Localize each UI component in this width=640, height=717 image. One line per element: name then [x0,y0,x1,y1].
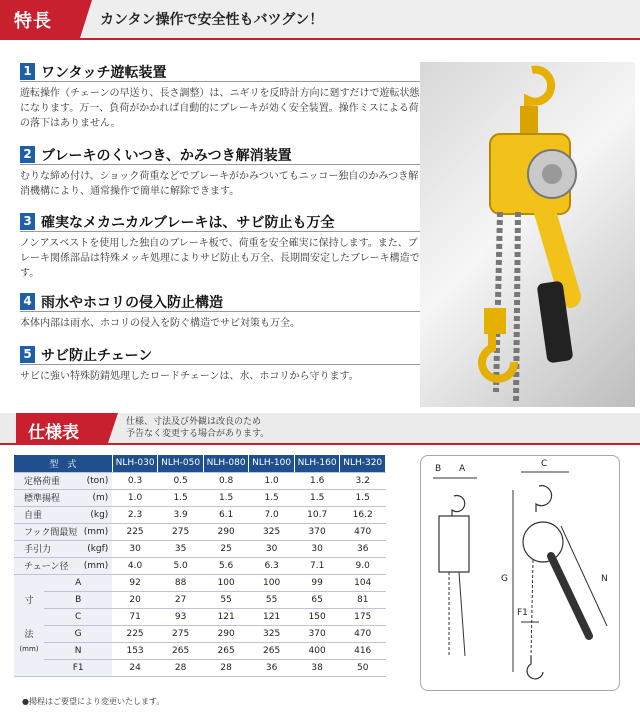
feature-3-description: ノンアスベストを使用した独自のブレーキ板で、荷重を安全確実に保持します。また、ブレーキ関係部品は特殊メッキ処理によりサビ防止も万全、長期間安定したブレーキ構造です。 [20,238,420,279]
table-cell: 36 [340,540,386,557]
table-cell: 88 [158,574,204,591]
table-row [14,540,386,557]
front-view-bottom-hook-icon [527,656,543,679]
model-header: 型 式 [14,455,112,472]
feature-header-tagline: カンタン操作で安全性もバツグン！ [100,12,324,28]
feature-1-title: ワンタッチ遊転装置 [41,64,167,81]
table-cell: 400 [294,642,340,659]
feature-4-title-row [20,292,420,312]
table-cell: 16.2 [340,506,386,523]
table-cell: 290 [203,523,249,540]
dimension-drawing-svg [421,456,621,692]
table-cell: 93 [158,608,204,625]
table-cell: 470 [340,625,386,642]
dim-group-char1: 寸 [24,596,34,606]
table-cell: 121 [249,608,295,625]
table-cell: 1.5 [203,489,249,506]
feature-1-number: 1 [20,63,35,80]
side-view-body [439,516,469,572]
front-view-top-hook-icon [536,486,552,512]
row-label: 標準揚程 [14,489,81,506]
table-cell: 50 [340,659,386,676]
bottom-hook-block [484,308,506,334]
feature-1-description: 遊転操作（チェーンの早送り、長さ調整）は、ニギリを反時計方向に廻すだけで遊転状態になります。万一、負荷がかかれば自動的にブレーキが効く安全装置。操作ミスによる荷の落下はありません。 [20,88,420,129]
table-cell: 1.5 [249,489,295,506]
dim-key: G [44,625,112,642]
feature-header-wedge [80,0,92,38]
feature-2-title: ブレーキのくいつき、かみつき解消装置 [41,147,292,164]
table-cell: 121 [203,608,249,625]
table-cell: 55 [249,591,295,608]
table-cell: 5.6 [203,557,249,574]
table-cell: 7.0 [249,506,295,523]
table-cell: 1.5 [158,489,204,506]
table-cell: 38 [294,659,340,676]
model-col: NLH-100 [249,455,295,472]
feature-5 [20,345,420,384]
row-label: 定格荷重 [14,472,81,489]
spec-header-label: 仕様表 [16,413,108,443]
feature-5-title: サビ防止チェーン [41,347,153,364]
feature-2-number: 2 [20,146,35,163]
load-chain-right [516,212,518,402]
dim-label-c: C [541,459,548,469]
table-cell: 175 [340,608,386,625]
row-label: フック間最短 [14,523,81,540]
table-cell: 265 [203,642,249,659]
feature-3-number: 3 [20,213,35,230]
table-cell: 325 [249,523,295,540]
table-cell: 225 [112,625,158,642]
table-cell: 1.0 [249,472,295,489]
spec-note-line1: 仕様、寸法及び外観は改良のため [126,417,262,427]
feature-1 [20,62,420,131]
table-cell: 25 [203,540,249,557]
table-cell: 153 [112,642,158,659]
row-unit: (m) [81,489,113,506]
feature-5-title-row [20,345,420,365]
spec-footnote: ●揚程はご要望により変更いたします。 [22,697,165,706]
table-cell: 265 [249,642,295,659]
feature-4-description: 本体内部は雨水、ホコリの侵入を防ぐ構造でサビ対策も万全。 [20,318,300,329]
dim-label-b: B [435,464,442,474]
table-cell: 150 [294,608,340,625]
row-unit: (mm) [81,557,113,574]
side-view-top-hook-icon [452,496,465,516]
dimension-group-label [14,574,44,676]
product-photo [420,62,635,407]
table-cell: 416 [340,642,386,659]
table-cell: 0.8 [203,472,249,489]
table-cell: 30 [294,540,340,557]
dim-label-a: A [459,464,466,474]
table-cell: 92 [112,574,158,591]
feature-5-description: サビに強い特殊防錆処理したロードチェーンは、水、ホコリから守ります。 [20,371,359,382]
dim-key: B [44,591,112,608]
dim-group-unit: (mm) [19,645,39,653]
table-row [14,472,386,489]
model-col: NLH-080 [203,455,249,472]
spec-table-header-row [14,455,386,472]
top-hook-icon [528,70,551,110]
side-view-lever [459,572,465,656]
table-cell: 6.3 [249,557,295,574]
model-col: NLH-030 [112,455,158,472]
table-cell: 100 [249,574,295,591]
table-row [14,659,386,676]
feature-2 [20,145,420,199]
table-cell: 275 [158,625,204,642]
dim-key: F1 [44,659,112,676]
table-cell: 28 [158,659,204,676]
feature-4-title: 雨水やホコリの侵入防止構造 [41,294,223,311]
front-view-chain [531,560,533,656]
dim-label-n: N [601,574,608,584]
table-cell: 104 [340,574,386,591]
table-cell: 0.3 [112,472,158,489]
table-cell: 99 [294,574,340,591]
table-cell: 275 [158,523,204,540]
table-cell: 4.0 [112,557,158,574]
table-row [14,506,386,523]
feature-3-title: 確実なメカニカルブレーキは、サビ防止も万全 [41,214,335,231]
table-cell: 81 [340,591,386,608]
dim-label-g: G [501,574,508,584]
feature-4-number: 4 [20,293,35,310]
table-cell: 1.6 [294,472,340,489]
table-row [14,591,386,608]
spec-note-line2: 予告なく変更する場合があります。 [126,429,270,439]
dim-label-f1: F1 [517,608,528,618]
table-cell: 2.3 [112,506,158,523]
dimension-drawing [420,455,620,691]
dim-group-char2: 法 [24,630,34,640]
top-hook-shank [520,106,538,136]
feature-header-label: 特長 [0,0,80,38]
row-unit: (mm) [81,523,113,540]
feature-2-title-row [20,145,420,165]
table-cell: 71 [112,608,158,625]
table-cell: 6.1 [203,506,249,523]
brake-hub [542,164,562,184]
table-cell: 28 [203,659,249,676]
table-cell: 20 [112,591,158,608]
table-cell: 370 [294,523,340,540]
table-cell: 30 [112,540,158,557]
front-view-lever [551,556,589,636]
dim-key: N [44,642,112,659]
table-cell: 325 [249,625,295,642]
load-chain-left [496,212,500,392]
table-cell: 55 [203,591,249,608]
table-cell: 100 [203,574,249,591]
table-cell: 3.2 [340,472,386,489]
table-cell: 370 [294,625,340,642]
table-cell: 1.5 [340,489,386,506]
feature-5-number: 5 [20,346,35,363]
spec-header-wedge [108,413,118,443]
spec-table [14,455,386,677]
table-row [14,625,386,642]
dim-key: A [44,574,112,591]
table-cell: 36 [249,659,295,676]
row-label: 手引力 [14,540,81,557]
table-row [14,642,386,659]
table-row [14,523,386,540]
feature-header-rule [0,38,640,40]
table-cell: 65 [294,591,340,608]
feature-4 [20,292,420,331]
table-cell: 7.1 [294,557,340,574]
table-cell: 30 [249,540,295,557]
feature-3 [20,212,420,281]
table-cell: 265 [158,642,204,659]
table-cell: 3.9 [158,506,204,523]
model-col: NLH-320 [340,455,386,472]
table-cell: 27 [158,591,204,608]
row-unit: (ton) [81,472,113,489]
table-cell: 10.7 [294,506,340,523]
front-view-body [523,522,563,562]
row-label: 自重 [14,506,81,523]
table-row [14,608,386,625]
table-cell: 1.5 [294,489,340,506]
table-cell: 0.5 [158,472,204,489]
table-cell: 225 [112,523,158,540]
table-cell: 9.0 [340,557,386,574]
table-row [14,489,386,506]
feature-1-title-row [20,62,420,82]
model-col: NLH-160 [294,455,340,472]
row-unit: (kg) [81,506,113,523]
table-cell: 470 [340,523,386,540]
table-cell: 290 [203,625,249,642]
table-cell: 1.0 [112,489,158,506]
lever-hoist-illustration [420,62,635,407]
table-row [14,574,386,591]
table-row [14,557,386,574]
table-cell: 35 [158,540,204,557]
feature-3-title-row [20,212,420,232]
model-col: NLH-050 [158,455,204,472]
row-label: チェーン径 [14,557,81,574]
table-cell: 5.0 [158,557,204,574]
table-cell: 24 [112,659,158,676]
spec-header-note [126,416,269,440]
row-unit: (kgf) [81,540,113,557]
dim-key: C [44,608,112,625]
feature-2-description: むりな締め付け、ショック荷重などでブレーキがかみついてもニッコー独自のかみつき解消機構により、通常操作で簡単に解除できます。 [20,171,419,197]
spec-header-rule [0,443,640,445]
